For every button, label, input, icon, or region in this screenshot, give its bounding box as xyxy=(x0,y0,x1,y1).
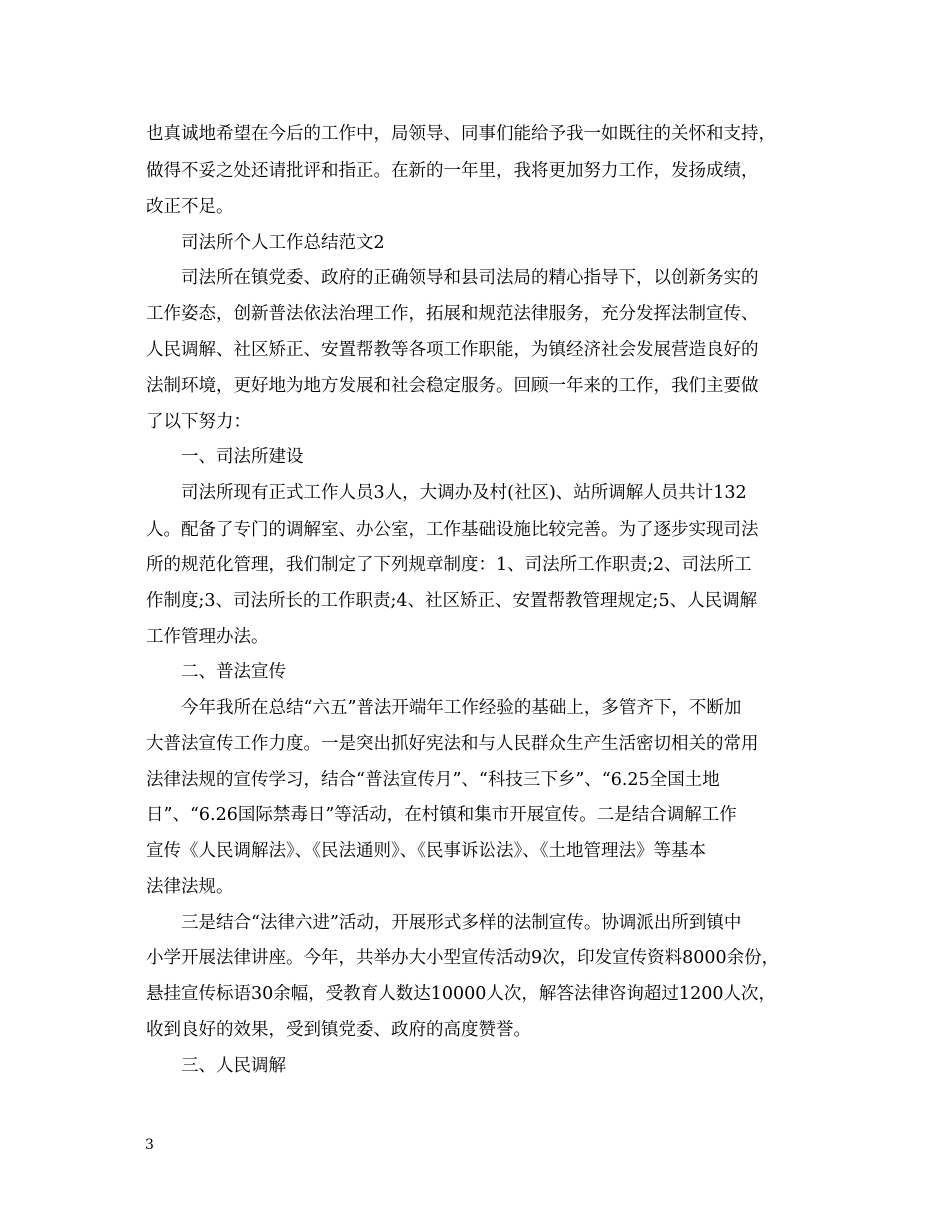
text-line: 改正不足。 xyxy=(146,197,234,217)
text-line: 做得不妥之处还请批评和指正。在新的一年里，我将更加努力工作，发扬成绩， xyxy=(146,161,759,181)
text-line: 法制环境，更好地为地方发展和社会稳定服务。回顾一年来的工作，我们主要做 xyxy=(146,376,759,396)
text-line: 人。配备了专门的调解室、办公室，工作基础设施比较完善。为了逐步实现司法 xyxy=(146,520,759,540)
heading-2: 二、普法宣传 xyxy=(181,662,286,682)
heading-3: 三、人民调解 xyxy=(181,1056,286,1076)
section-title: 司法所个人工作总结范文2 xyxy=(181,233,385,253)
text-line: 收到良好的效果，受到镇党委、政府的高度赞誉。 xyxy=(146,1020,531,1040)
text-line: 今年我所在总结“六五”普法开端年工作经验的基础上，多管齐下，不断加 xyxy=(181,698,742,718)
text-line: 作制度;3、司法所长的工作职责;4、社区矫正、安置帮教管理规定;5、人民调解 xyxy=(146,591,758,611)
text-line: 了以下努力： xyxy=(146,412,251,432)
text-line: 司法所在镇党委、政府的正确领导和县司法局的精心指导下，以创新务实的 xyxy=(181,268,759,288)
page-number: 3 xyxy=(145,1137,154,1153)
text-line: 悬挂宣传标语30余幅，受教育人数达10000人次，解答法律咨询超过1200人次， xyxy=(146,984,776,1004)
text-line: 也真诚地希望在今后的工作中，局领导、同事们能给予我一如既往的关怀和支持， xyxy=(146,124,776,144)
text-line: 工作管理办法。 xyxy=(146,627,269,647)
text-line: 所的规范化管理，我们制定了下列规章制度：1、司法所工作职责;2、司法所工 xyxy=(146,555,752,575)
text-line: 三是结合“法律六进”活动，开展形式多样的法制宣传。协调派出所到镇中 xyxy=(181,913,742,933)
text-line: 大普法宣传工作力度。一是突出抓好宪法和与人民群众生产生活密切相关的常用 xyxy=(146,734,759,754)
text-line: 宣传《人民调解法》、《民法通则》、《民事诉讼法》、《土地管理法》等基本 xyxy=(146,841,706,861)
text-line: 法律法规的宣传学习，结合“普法宣传月”、“科技三下乡”、“6.25全国土地 xyxy=(146,770,720,790)
text-line: 人民调解、社区矫正、安置帮教等各项工作职能，为镇经济社会发展营造良好的 xyxy=(146,340,759,360)
text-line: 小学开展法律讲座。今年，共举办大小型宣传活动9次，印发宣传资料8000余份， xyxy=(146,948,780,968)
heading-1: 一、司法所建设 xyxy=(181,447,304,467)
text-line: 日”、“6.26国际禁毒日”等活动，在村镇和集市开展宣传。二是结合调解工作 xyxy=(146,805,737,825)
text-line: 法律法规。 xyxy=(146,877,234,897)
text-line: 司法所现有正式工作人员3人，大调办及村(社区)、站所调解人员共计132 xyxy=(181,483,747,503)
text-line: 工作姿态，创新普法依法治理工作，拓展和规范法律服务，充分发挥法制宣传、 xyxy=(146,304,759,324)
